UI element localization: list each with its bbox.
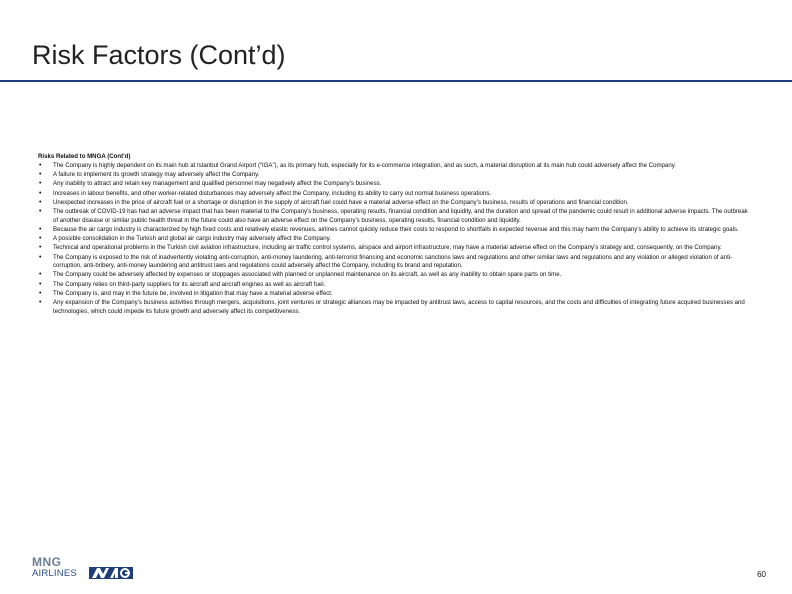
title-divider xyxy=(0,80,792,82)
logo-text-airlines: AIRLINES xyxy=(32,568,77,579)
list-item: • The Company is highly dependent on its main hub at Istanbul Grand Airport (“IGA”), as its primary hub, especially for its e-commerce integration, and as such, a material disruption at its main hub could adversely affect the Company. xyxy=(38,162,754,171)
list-item: • The Company relies on third-party suppliers for its aircraft and aircraft engines as well as aircraft fuel. xyxy=(38,281,754,290)
section-heading: Risks Related to MNGA (Cont’d) xyxy=(38,153,131,160)
logo-text-mng: MNG xyxy=(32,555,62,569)
list-item: • Any expansion of the Company’s business activities through mergers, acquisitions, joint ventures or strategic alliances may be impacted by antitrust laws, access to capital resources, and the costs and difficulties of integrating future acquired businesses and technologies, which could impede its future growth and adversely affect its competitiveness. xyxy=(38,299,754,316)
list-item: • Technical and operational problems in the Turkish civil aviation infrastructure, including air traffic control systems, airspace and airport infrastructure, may have a material adverse effect on the Company’s strategy and, consequently, on the Company. xyxy=(38,244,754,253)
list-item: • Increases in labour benefits, and other worker-related disturbances may adversely affect the Company, including its ability to carry out normal business operations. xyxy=(38,190,754,199)
page-number: 60 xyxy=(757,570,766,579)
mng-airlines-logo-mark-icon xyxy=(89,567,133,579)
list-item: • Because the air cargo industry is characterized by high fixed costs and relatively elastic revenues, airlines cannot quickly reduce their costs to respond to shortfalls in expected revenue and this may harm the Company’s ability to achieve its strategic goals. xyxy=(38,226,754,235)
risk-list xyxy=(38,162,754,316)
list-item: • A possible consolidation in the Turkish and global air cargo industry may adversely affect the Company. xyxy=(38,235,754,244)
list-item: • The outbreak of COVID-19 has had an adverse impact that has been material to the Company’s business, operating results, financial condition and liquidity, and the duration and spread of the pandemic could result in additional adverse impacts. The outbreak of another disease or similar public health threat in the future could also have an adverse effect on the Company’s business, operating results, financial condition and liquidity. xyxy=(38,208,754,225)
list-item: • Any inability to attract and retain key management and qualified personnel may negatively affect the Company’s business. xyxy=(38,180,754,189)
risk-content xyxy=(38,153,754,317)
mng-airlines-logo xyxy=(32,555,142,581)
slide-title: Risk Factors (Cont’d) xyxy=(32,40,286,70)
list-item: • A failure to implement its growth strategy may adversely affect the Company. xyxy=(38,171,754,180)
list-item: • The Company is exposed to the risk of inadvertently violating anti-corruption, anti-money laundering, anti-terrorist financing and economic sanctions laws and regulations and other similar laws and regulations and any violation or alleged violation of anti-corruption, anti-bribery, anti-money laundering and antitrust laws and regulations could adversely affect the Company, including its brand and reputation. xyxy=(38,254,754,271)
list-item: • The Company could be adversely affected by expenses or stoppages associated with planned or unplanned maintenance on its aircraft, as well as any inability to obtain spare parts on time. xyxy=(38,271,754,280)
list-item: • The Company is, and may in the future be, involved in litigation that may have a material adverse effect. xyxy=(38,290,754,299)
list-item: • Unexpected increases in the price of aircraft fuel or a shortage or disruption in the supply of aircraft fuel could have a material adverse effect on the Company’s business, results of operations and financial condition. xyxy=(38,199,754,208)
